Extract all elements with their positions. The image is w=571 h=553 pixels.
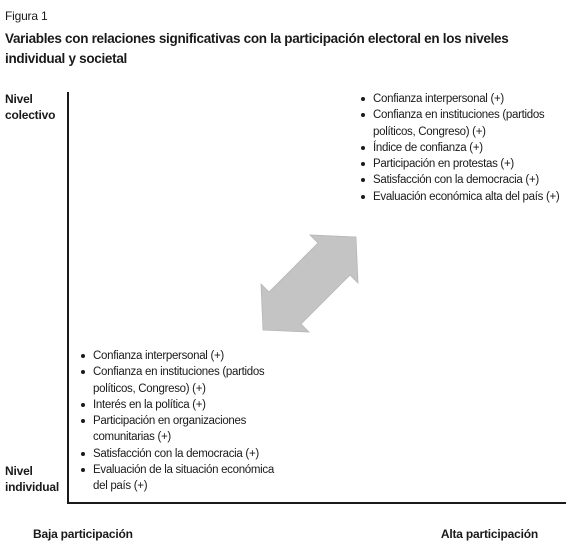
x-axis-label-right: Alta participación	[440, 527, 538, 541]
list-item: Participación en organizaciones comunitarias (+)	[80, 413, 290, 446]
list-item: Confianza interpersonal (+)	[80, 348, 290, 364]
list-item: Confianza en instituciones (partidos políticos, Congreso) (+)	[360, 107, 570, 140]
double-arrow-shape	[261, 235, 358, 332]
figure-title: Variables con relaciones significativas con la participación electoral en los niveles individual y societal	[5, 31, 509, 66]
list-item: Evaluación económica alta del país (+)	[360, 189, 570, 205]
list-item: Índice de confianza (+)	[360, 140, 570, 156]
y-axis-label-bottom-line-2: individual	[5, 480, 60, 494]
y-axis-label-bottom-line-1: Nivel	[5, 464, 33, 478]
list-item: Evaluación de la situación económica del país (+)	[80, 462, 290, 495]
list-item: Satisfacción con la democracia (+)	[80, 446, 290, 462]
x-axis-label-left: Baja participación	[33, 527, 133, 541]
list-item: Confianza en instituciones (partidos políticos, Congreso) (+)	[80, 364, 290, 397]
list-item: Satisfacción con la democracia (+)	[360, 172, 570, 188]
list-item: Participación en protestas (+)	[360, 156, 570, 172]
list-item: Interés en la política (+)	[80, 397, 290, 413]
list-item: Confianza interpersonal (+)	[360, 91, 570, 107]
figure-label: Figura 1	[5, 9, 48, 23]
y-axis-label-top-line-2: colectivo	[5, 108, 56, 122]
y-axis-label-top-line-1: Nivel	[5, 92, 33, 106]
